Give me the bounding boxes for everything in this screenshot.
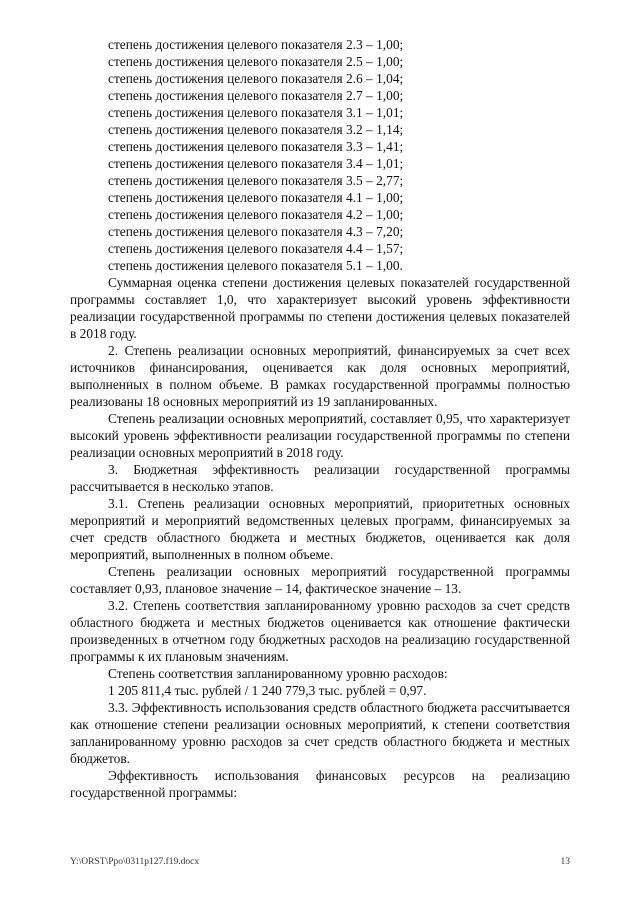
paragraph-section-3-2: 3.2. Степень соответствия запланированному уровню расходов за счет средств областного бюджета и местных бюджетов оценивается как отношение фактически произведенных в отчетном году бюджетных расходов на реализацию государственной программы к их плановым значениям.: [70, 598, 570, 664]
paragraph-expense-level: Степень соответствия запланированному уровню расходов:: [108, 666, 448, 681]
indicator-line: степень достижения целевого показателя 3.3 – 1,41;: [108, 139, 404, 154]
footer-file-path: Y:\ORST\Ppo\0311p127.f19.docx: [70, 857, 200, 867]
indicator-line: степень достижения целевого показателя 3.1 – 1,01;: [108, 105, 404, 120]
indicator-line: степень достижения целевого показателя 4.4 – 1,57;: [108, 241, 404, 256]
indicator-line: степень достижения целевого показателя 2.5 – 1,00;: [108, 54, 404, 69]
document-body: [70, 36, 570, 801]
paragraph-summary-score: Суммарная оценка степени достижения целевых показателей государственной программы составляет 1,0, что характеризует высокий уровень эффективности реализации государственной программы по степени достижения целевых показателей в 2018 году.: [70, 275, 570, 341]
paragraph-section-2: 2. Степень реализации основных мероприятий, финансируемых за счет всех источников финансирования, оценивается как доля основных мероприятий, выполненных в полном объеме. В рамках государственной программы полностью реализованы 18 основных мероприятий из 19 запланированных.: [70, 343, 570, 409]
indicator-line: степень достижения целевого показателя 3.2 – 1,14;: [108, 122, 404, 137]
paragraph-main-events-degree: Степень реализации основных мероприятий государственной программы составляет 0,93, плановое значение – 14, фактическое значение – 13.: [70, 564, 570, 596]
paragraph-section-3-3: 3.3. Эффективность использования средств областного бюджета рассчитывается как отношение степени реализации основных мероприятий, к степени соответствия запланированному уровню расходов за счет средств областного бюджета и местных бюджетов.: [70, 700, 570, 766]
paragraph-implementation-degree: Степень реализации основных мероприятий, составляет 0,95, что характеризует высокий уровень эффективности реализации государственной программы по степени реализации основных мероприятий в 2018 году.: [70, 411, 570, 460]
indicator-line: степень достижения целевого показателя 2.3 – 1,00;: [108, 37, 404, 52]
indicator-line: степень достижения целевого показателя 4.2 – 1,00;: [108, 207, 404, 222]
indicator-line: степень достижения целевого показателя 4.3 – 7,20;: [108, 224, 404, 239]
indicator-line: степень достижения целевого показателя 2.7 – 1,00;: [108, 88, 404, 103]
indicator-line: степень достижения целевого показателя 4.1 – 1,00;: [108, 190, 404, 205]
footer-page-number: 13: [560, 857, 570, 867]
indicator-line: степень достижения целевого показателя 2.6 – 1,04;: [108, 71, 404, 86]
indicator-line: степень достижения целевого показателя 5.1 – 1,00.: [108, 258, 403, 273]
indicator-line: степень достижения целевого показателя 3.5 – 2,77;: [108, 173, 404, 188]
paragraph-section-3-1: 3.1. Степень реализации основных мероприятий, приоритетных основных мероприятий и мероприятий ведомственных целевых программ, финансируемых за счет средств областного бюджета и местных бюджетов, оценивается как доля мероприятий, выполненных в полном объеме.: [70, 496, 570, 562]
paragraph-section-3: 3. Бюджетная эффективность реализации государственной программы рассчитывается в несколько этапов.: [70, 462, 570, 494]
expense-formula: 1 205 811,4 тыс. рублей / 1 240 779,3 тыс. рублей = 0,97.: [108, 683, 427, 698]
paragraph-financial-efficiency: Эффективность использования финансовых ресурсов на реализацию государственной программы:: [70, 768, 570, 800]
indicator-line: степень достижения целевого показателя 3.4 – 1,01;: [108, 156, 404, 171]
